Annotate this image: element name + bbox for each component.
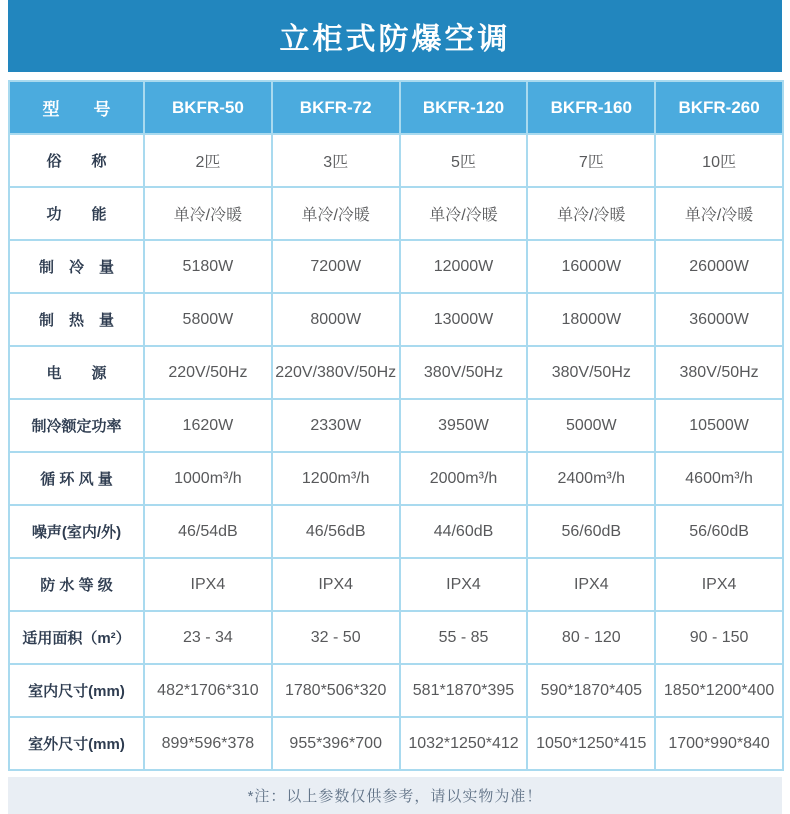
spec-value: 12000W	[400, 240, 528, 293]
spec-value: 26000W	[655, 240, 783, 293]
row-label: 制 冷 量	[9, 240, 144, 293]
spec-value: 2匹	[144, 134, 272, 187]
row-label: 噪声(室内/外)	[9, 505, 144, 558]
spec-value: IPX4	[527, 558, 655, 611]
spec-value: 10匹	[655, 134, 783, 187]
spec-value: 1032*1250*412	[400, 717, 528, 770]
spec-value: 18000W	[527, 293, 655, 346]
table-row-alias	[9, 134, 783, 187]
spec-sheet	[8, 0, 782, 814]
spec-value: 1700*990*840	[655, 717, 783, 770]
spec-value: 7200W	[272, 240, 400, 293]
spec-value: 5匹	[400, 134, 528, 187]
spec-value: 80 - 120	[527, 611, 655, 664]
spec-value: 1780*506*320	[272, 664, 400, 717]
row-label: 防 水 等 级	[9, 558, 144, 611]
spec-value: 13000W	[400, 293, 528, 346]
spec-value: 5800W	[144, 293, 272, 346]
spec-value: 单冷/冷暖	[272, 187, 400, 240]
spec-value: 7匹	[527, 134, 655, 187]
header-row	[9, 81, 783, 134]
table-row-cooling-capacity	[9, 240, 783, 293]
spec-value: 2400m³/h	[527, 452, 655, 505]
table-row-indoor-dimensions	[9, 664, 783, 717]
row-label: 循 环 风 量	[9, 452, 144, 505]
spec-value: 1850*1200*400	[655, 664, 783, 717]
spec-value: 590*1870*405	[527, 664, 655, 717]
spec-value: 56/60dB	[527, 505, 655, 558]
spec-value: 46/54dB	[144, 505, 272, 558]
spec-value: 220V/50Hz	[144, 346, 272, 399]
spec-value: 482*1706*310	[144, 664, 272, 717]
spec-table	[8, 80, 784, 771]
model-header-cell: BKFR-260	[655, 81, 783, 134]
spec-value: 5000W	[527, 399, 655, 452]
spec-value: 899*596*378	[144, 717, 272, 770]
spec-value: 46/56dB	[272, 505, 400, 558]
row-label: 适用面积（m²）	[9, 611, 144, 664]
spec-value: 32 - 50	[272, 611, 400, 664]
row-label: 室内尺寸(mm)	[9, 664, 144, 717]
spec-value: 23 - 34	[144, 611, 272, 664]
row-label: 制冷额定功率	[9, 399, 144, 452]
spec-value: 10500W	[655, 399, 783, 452]
model-header-cell: BKFR-72	[272, 81, 400, 134]
table-row-air-circulation	[9, 452, 783, 505]
spec-value: 单冷/冷暖	[144, 187, 272, 240]
spec-value: 3950W	[400, 399, 528, 452]
model-header-cell: BKFR-50	[144, 81, 272, 134]
spec-value: 380V/50Hz	[527, 346, 655, 399]
spec-value: 380V/50Hz	[655, 346, 783, 399]
spec-value: 1000m³/h	[144, 452, 272, 505]
spec-value: 55 - 85	[400, 611, 528, 664]
page-title: 立柜式防爆空调	[8, 0, 782, 72]
spec-value: IPX4	[655, 558, 783, 611]
spec-value: IPX4	[272, 558, 400, 611]
spec-value: 16000W	[527, 240, 655, 293]
spec-table-body	[9, 134, 783, 770]
spec-value: 36000W	[655, 293, 783, 346]
table-row-rated-cooling-power	[9, 399, 783, 452]
spec-value: 955*396*700	[272, 717, 400, 770]
footnote: *注：以上参数仅供参考，请以实物为准！	[8, 777, 782, 814]
table-row-noise	[9, 505, 783, 558]
header-label-cell: 型 号	[9, 81, 144, 134]
spec-value: 380V/50Hz	[400, 346, 528, 399]
spec-value: 2000m³/h	[400, 452, 528, 505]
spec-value: IPX4	[144, 558, 272, 611]
table-row-outdoor-dimensions	[9, 717, 783, 770]
table-row-applicable-area	[9, 611, 783, 664]
row-label: 俗 称	[9, 134, 144, 187]
spec-value: 581*1870*395	[400, 664, 528, 717]
spec-value: 单冷/冷暖	[655, 187, 783, 240]
table-row-heating-capacity	[9, 293, 783, 346]
spec-value: 44/60dB	[400, 505, 528, 558]
spec-value: IPX4	[400, 558, 528, 611]
spec-value: 单冷/冷暖	[400, 187, 528, 240]
spec-value: 56/60dB	[655, 505, 783, 558]
model-header-cell: BKFR-120	[400, 81, 528, 134]
model-header-cell: BKFR-160	[527, 81, 655, 134]
table-row-waterproof-rating	[9, 558, 783, 611]
row-label: 室外尺寸(mm)	[9, 717, 144, 770]
spec-value: 4600m³/h	[655, 452, 783, 505]
spec-value: 1050*1250*415	[527, 717, 655, 770]
spec-value: 1200m³/h	[272, 452, 400, 505]
spec-value: 单冷/冷暖	[527, 187, 655, 240]
spec-value: 5180W	[144, 240, 272, 293]
table-row-function	[9, 187, 783, 240]
spec-value: 3匹	[272, 134, 400, 187]
spec-value: 90 - 150	[655, 611, 783, 664]
spec-value: 2330W	[272, 399, 400, 452]
row-label: 功 能	[9, 187, 144, 240]
spec-value: 8000W	[272, 293, 400, 346]
table-row-power-supply	[9, 346, 783, 399]
spec-table-header	[9, 81, 783, 134]
spec-value: 220V/380V/50Hz	[272, 346, 400, 399]
row-label: 制 热 量	[9, 293, 144, 346]
row-label: 电 源	[9, 346, 144, 399]
spec-value: 1620W	[144, 399, 272, 452]
